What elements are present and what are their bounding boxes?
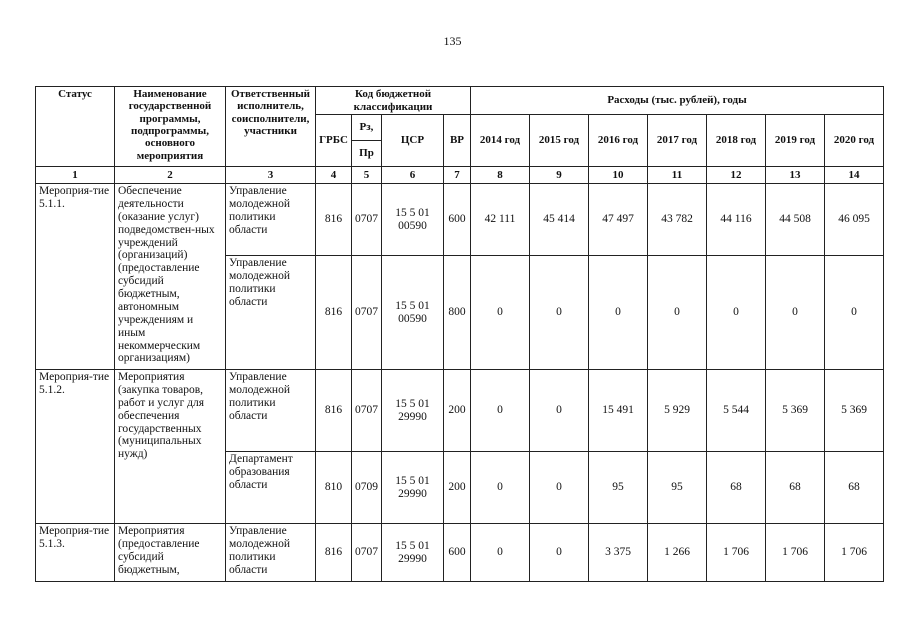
value-cell: 42 111	[471, 184, 530, 256]
col-number: 6	[382, 167, 444, 184]
col-number: 11	[648, 167, 707, 184]
value-cell: 46 095	[825, 184, 884, 256]
value-cell: 44 116	[707, 184, 766, 256]
header-pr: Пр	[352, 141, 382, 167]
grbs-cell: 816	[316, 184, 352, 256]
column-numbers-row	[36, 167, 884, 184]
col-number: 7	[444, 167, 471, 184]
header-year-2019: 2019 год	[766, 115, 825, 167]
value-cell: 3 375	[589, 524, 648, 582]
header-year-2020: 2020 год	[825, 115, 884, 167]
value-cell: 15 491	[589, 370, 648, 452]
status-cell: Мероприя-тие 5.1.1.	[36, 184, 115, 370]
col-number: 13	[766, 167, 825, 184]
executor-cell: Управление молодежной политики области	[226, 184, 316, 256]
page-number: 135	[443, 34, 462, 48]
col-number: 3	[226, 167, 316, 184]
value-cell: 44 508	[766, 184, 825, 256]
executor-cell: Управление молодежной политики области	[226, 256, 316, 370]
col-number: 2	[115, 167, 226, 184]
col-number: 12	[707, 167, 766, 184]
vr-cell: 600	[444, 184, 471, 256]
table-row	[36, 524, 884, 582]
grbs-cell: 816	[316, 370, 352, 452]
value-cell: 5 369	[766, 370, 825, 452]
header-executor: Ответственный исполнитель, соисполнители, участники	[226, 87, 316, 167]
vr-cell: 200	[444, 370, 471, 452]
value-cell: 5 929	[648, 370, 707, 452]
vr-cell: 800	[444, 256, 471, 370]
executor-cell: Департамент образования области	[226, 452, 316, 524]
value-cell: 1 706	[766, 524, 825, 582]
col-number: 4	[316, 167, 352, 184]
header-vr: ВР	[444, 115, 471, 167]
header-year-2017: 2017 год	[648, 115, 707, 167]
value-cell: 68	[825, 452, 884, 524]
value-cell: 0	[471, 452, 530, 524]
value-cell: 0	[589, 256, 648, 370]
header-grbs: ГРБС	[316, 115, 352, 167]
header-budget-code: Код бюджетной классификации	[316, 87, 471, 115]
col-number: 10	[589, 167, 648, 184]
rzpr-cell: 0707	[352, 256, 382, 370]
col-number: 1	[36, 167, 115, 184]
value-cell: 95	[648, 452, 707, 524]
col-number: 14	[825, 167, 884, 184]
table-row	[36, 370, 884, 452]
rzpr-cell: 0707	[352, 370, 382, 452]
rzpr-cell: 0709	[352, 452, 382, 524]
table-row	[36, 184, 884, 256]
csr-cell: 15 5 01 29990	[382, 370, 444, 452]
header-name: Наименование государственной программы, подпрограммы, основного мероприятия	[115, 87, 226, 167]
header-year-2018: 2018 год	[707, 115, 766, 167]
value-cell: 5 369	[825, 370, 884, 452]
header-year-2015: 2015 год	[530, 115, 589, 167]
executor-cell: Управление молодежной политики области	[226, 370, 316, 452]
value-cell: 0	[530, 256, 589, 370]
grbs-cell: 816	[316, 524, 352, 582]
col-number: 8	[471, 167, 530, 184]
value-cell: 0	[766, 256, 825, 370]
value-cell: 1 266	[648, 524, 707, 582]
value-cell: 0	[471, 370, 530, 452]
budget-table	[35, 86, 884, 582]
value-cell: 0	[648, 256, 707, 370]
header-year-2014: 2014 год	[471, 115, 530, 167]
vr-cell: 600	[444, 524, 471, 582]
header-rz: Рз,	[352, 115, 382, 141]
status-cell: Мероприя-тие 5.1.2.	[36, 370, 115, 524]
name-cell: Мероприятия (закупка товаров, работ и услуг для обеспечения государственных (муниципальных нужд)	[115, 370, 226, 524]
name-cell: Обеспечение деятельности (оказание услуг) подведомствен-ных учреждений (организаций) (предоставление субсидий бюджетным, автономным учреждениям и иным некоммерческим организациям)	[115, 184, 226, 370]
value-cell: 0	[530, 370, 589, 452]
value-cell: 0	[530, 452, 589, 524]
value-cell: 68	[766, 452, 825, 524]
header-expenses: Расходы (тыс. рублей), годы	[471, 87, 884, 115]
csr-cell: 15 5 01 00590	[382, 256, 444, 370]
value-cell: 0	[825, 256, 884, 370]
grbs-cell: 816	[316, 256, 352, 370]
value-cell: 1 706	[707, 524, 766, 582]
csr-cell: 15 5 01 29990	[382, 524, 444, 582]
col-number: 9	[530, 167, 589, 184]
value-cell: 0	[707, 256, 766, 370]
rzpr-cell: 0707	[352, 184, 382, 256]
header-year-2016: 2016 год	[589, 115, 648, 167]
grbs-cell: 810	[316, 452, 352, 524]
value-cell: 45 414	[530, 184, 589, 256]
value-cell: 0	[530, 524, 589, 582]
status-cell: Мероприя-тие 5.1.3.	[36, 524, 115, 582]
csr-cell: 15 5 01 29990	[382, 452, 444, 524]
value-cell: 1 706	[825, 524, 884, 582]
vr-cell: 200	[444, 452, 471, 524]
value-cell: 5 544	[707, 370, 766, 452]
value-cell: 0	[471, 256, 530, 370]
value-cell: 95	[589, 452, 648, 524]
value-cell: 43 782	[648, 184, 707, 256]
name-cell: Мероприятия (предоставление субсидий бюджетным,	[115, 524, 226, 582]
rzpr-cell: 0707	[352, 524, 382, 582]
value-cell: 47 497	[589, 184, 648, 256]
value-cell: 0	[471, 524, 530, 582]
executor-cell: Управление молодежной политики области	[226, 524, 316, 582]
csr-cell: 15 5 01 00590	[382, 184, 444, 256]
header-status: Статус	[36, 87, 115, 167]
value-cell: 68	[707, 452, 766, 524]
col-number: 5	[352, 167, 382, 184]
header-csr: ЦСР	[382, 115, 444, 167]
